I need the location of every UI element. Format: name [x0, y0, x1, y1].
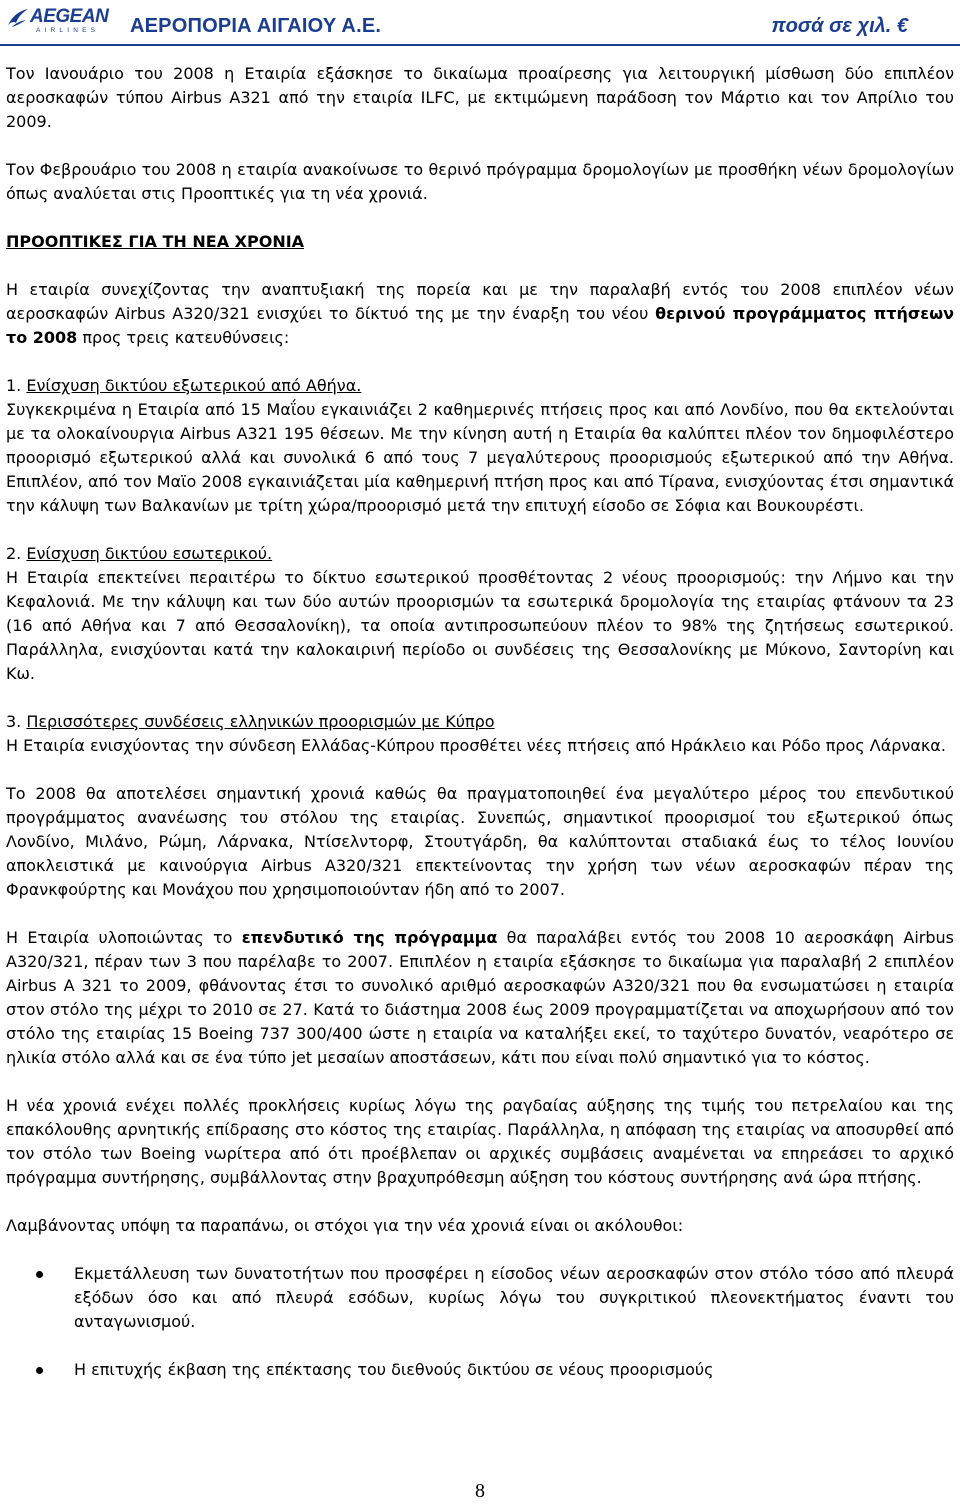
item-title [6, 542, 954, 566]
challenges-paragraph: Η νέα χρονιά ενέχει πολλές προκλήσεις κυρίως λόγω της ραγδαίας αύξησης της τιμής του πετρελαίου και της επακόλουθης αρνητικής επίδρασης στο κόστος της εταιρίας. Παράλληλα, η απόφαση της εταιρίας να αποσυρθεί από τον στόλο των Boeing νωρίτερα από ότι προέβλεπαν οι αρχικές συμβάσεις αναμένεται να επηρεάσει το αρχικό πρόγραμμα συντήρησης, συμβάλλοντας στην βραχυπρόθεσμη αύξηση του κόστους συντήρησης ανά ώρα πτήσης. [6, 1096, 954, 1187]
section-lead-text: Η εταιρία συνεχίζοντας την αναπτυξιακή της πορεία και με την παραλαβή εντός του 2008 επιπλέον νέων αεροσκαφών Airbus A320/321 ενισχύει το δίκτυό της με την έναρξη του νέου [6, 280, 954, 323]
investment-paragraph [6, 926, 954, 1070]
list-item-text: Η επιτυχής έκβαση της επέκτασης του διεθνούς δικτύου σε νέους προορισμούς [74, 1360, 714, 1379]
list-item-text: Εκμετάλλευση των δυνατοτήτων που προσφέρει η είσοδος νέων αεροσκαφών στον στόλο τόσο από πλευρά εξόδων όσο και από πλευρά εσόδων, κυρίως λόγω του συγκριτικού πλεονεκτήματος έναντι του ανταγωνισμού. [74, 1264, 954, 1331]
section-lead-bold: θερινού προγράμματος πτήσεων το 2008 [6, 304, 955, 347]
fleet-renewal-paragraph: Το 2008 θα αποτελέσει σημαντική χρονιά καθώς θα πραγματοποιηθεί ένα μεγαλύτερο μέρος του επενδυτικού προγράμματος ανανέωσης του στόλου της εταιρίας. Συνεπώς, σημαντικοί προορισμοί του εξωτερικού όπως Λονδίνο, Μιλάνο, Ρώμη, Λάρνακα, Ντίσελντορφ, Στουτγάρδη, θα καλύπτονται σταδιακά έως το τέλος Ιουνίου αποκλειστικά με καινούργια Airbus A320/321 επεκτείνοντας την χρήση των νέων αεροσκαφών πέραν της Φρανκφούρτης και Μονάχου που χρησιμοποιούνταν ήδη από το 2007. [6, 784, 954, 899]
document-body [6, 62, 954, 1382]
section-lead [6, 278, 954, 350]
page-header [0, 0, 960, 46]
item-number: 1. [6, 376, 22, 395]
header-divider [0, 44, 960, 46]
bird-icon [6, 7, 30, 29]
logo-wordmark: AEGEAN [30, 6, 109, 27]
item-body: Η Εταιρία επεκτείνει περαιτέρω το δίκτυο εσωτερικού προσθέτοντας 2 νέους προορισμούς: την Λήμνο και την Κεφαλονιά. Με την κάλυψη και των δύο αυτών προορισμών τα εσωτερικά δρομολογία της εταιρίας φτάνουν τα 23 (16 από Αθήνα και 7 από Θεσσαλονίκη), τα οποία αντιπροσωπεύουν πλέον το 98% της ζητήσεως εσωτερικού. Παράλληλα, ενισχύονται κατά την καλοκαιρινή περίοδο οι συνδέσεις της Θεσσαλονίκης με Μύκονο, Σαντορίνη και Κω. [6, 568, 954, 683]
investment-text-end: θα παραλάβει εντός του 2008 10 αεροσκάφη Airbus A320/321, πέραν των 3 που παρέλαβε το 2007. Επιπλέον η εταιρία εξάσκησε το δικαίωμα για παραλαβή 2 επιπλέον Airbus A 321 το 2009, φθάνοντας έτσι το συνολικό αριθμό αεροσκαφών A320/321 που θα ενσωματώσει η εταιρία στον στόλο της μέχρι το 2010 σε 27. Κατά το διάστημα 2008 έως 2009 προγραμματίζεται να αποχωρήσουν από τον στόλο της εταιρίας 15 Boeing 737 300/400 ώστε η εταιρία να καταλήξει εκεί, το ταχύτερο δυνατόν, νεαρότερο σε ηλικία στόλο αλλά και σε ένα τύπο jet μεσαίων αποστάσεων, κάτι που είναι πολύ σημαντικό για το κόστος. [6, 928, 955, 1067]
item-title-text: Ενίσχυση δικτύου εξωτερικού από Αθήνα. [26, 376, 362, 395]
investment-text: Η Εταιρία υλοποιώντας το [6, 928, 242, 947]
bullet-icon [36, 1271, 43, 1278]
item-body: Συγκεκριμένα η Εταιρία από 15 Μαΐου εγκαινιάζει 2 καθημερινές πτήσεις προς και από Λονδίνο, που θα εκτελούνται με τα ολοκαίνουργια Airbus A321 195 θέσεων. Με την κίνηση αυτή η Εταιρία θα καλύπτει πλέον τον δημοφιλέστερο προορισμό εξωτερικού αλλά και συνολικά 6 από τους 7 μεγαλύτερους προορισμούς εξωτερικού από την Αθήνα. Επιπλέον, από τον Μαϊο 2008 εγκαινιάζεται μία καθημερινή πτήση προς και από Τίρανα, ενισχύοντας έτσι σημαντικά την κάλυψη των Βαλκανίων με τρίτη χώρα/προορισμό μετά την επιτυχή είσοδο σε Σόφια και Βουκουρέστι. [6, 400, 954, 515]
aegean-logo [6, 6, 109, 40]
goals-intro: Λαμβάνοντας υπόψη τα παραπάνω, οι στόχοι για την νέα χρονιά είναι οι ακόλουθοι: [6, 1216, 684, 1235]
intro-paragraph-1: Τον Ιανουάριο του 2008 η Εταιρία εξάσκησε το δικαίωμα προαίρεσης για λειτουργική μίσθωση δύο επιπλέον αεροσκαφών τύπου Airbus A321 από την εταιρία ILFC, με εκτιμώμενη παράδοση τον Μάρτιο και τον Απρίλιο του 2009. [6, 64, 954, 131]
page-number: 8 [475, 1480, 485, 1502]
section-lead-end: προς τρεις κατευθύνσεις: [77, 328, 290, 347]
item-title [6, 374, 954, 398]
item-title-text: Ενίσχυση δικτύου εσωτερικού. [26, 544, 273, 563]
list-item [6, 1358, 954, 1382]
item-title [6, 710, 954, 734]
company-name: ΑΕΡΟΠΟΡΙΑ ΑΙΓΑΙΟΥ Α.Ε. [130, 15, 382, 37]
list-item [6, 1262, 954, 1334]
item-number: 2. [6, 544, 22, 563]
section-heading: ΠΡΟΟΠΤΙΚΕΣ ΓΙΑ ΤΗ ΝΕΑ ΧΡΟΝΙΑ [6, 232, 305, 251]
item-body: Η Εταιρία ενισχύοντας την σύνδεση Ελλάδας-Κύπρου προσθέτει νέες πτήσεις από Ηράκλειο και Ρόδο προς Λάρνακα. [6, 736, 946, 755]
logo-subtitle: AIRLINES [36, 27, 100, 34]
item-title-text: Περισσότερες συνδέσεις ελληνικών προορισμών με Κύπρο [26, 712, 495, 731]
intro-paragraph-2: Τον Φεβρουάριο του 2008 η εταιρία ανακοίνωσε το θερινό πρόγραμμα δρομολογίων με προσθήκη νέων δρομολογίων όπως αναλύεται στις Προοπτικές για τη νέα χρονιά. [6, 160, 954, 203]
goals-list [6, 1262, 954, 1382]
units-note: ποσά σε χιλ. € [771, 15, 908, 37]
investment-bold: επενδυτικό της πρόγραμμα [241, 928, 498, 947]
bullet-icon [36, 1367, 43, 1374]
item-number: 3. [6, 712, 22, 731]
